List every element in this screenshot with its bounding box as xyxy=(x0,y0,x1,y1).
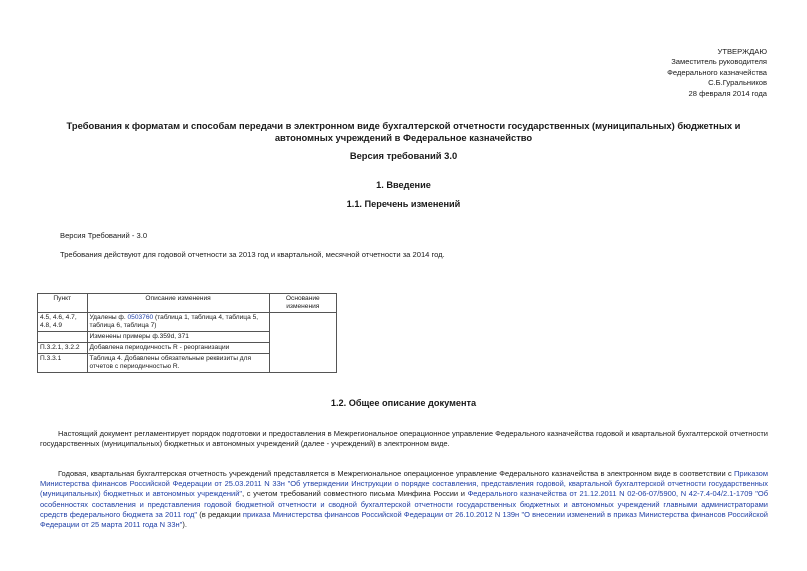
paragraph-general: Настоящий документ регламентирует порядок подготовки и предоставления в Межрегиональное операционное управление Федерального казначейства годовой и квартальной бухгалтерской отчетности государственных (муниципальных) бюджетных и автономных учреждений (далее - учреждений) в электронном виде. xyxy=(40,429,768,449)
cell-point xyxy=(38,332,88,343)
cell-description: Добавлена периодичность R - реорганизации xyxy=(87,343,269,354)
changes-table xyxy=(37,293,337,373)
cell-description: Изменены примеры ф.359d, 371 xyxy=(87,332,269,343)
order-33n-link[interactable]: Приказом Министерства финансов Российской Федерации от 25.03.2011 N 33н "Об утверждении Инструкции о порядке составления, представления годовой, квартальной бухгалтерской отчетности государственных (муниципальных) бюджетных и автономных учреждений" xyxy=(40,469,768,499)
column-header-basis: Основание изменения xyxy=(269,294,336,313)
section-heading-general: 1.2. Общее описание документа xyxy=(330,398,477,408)
requirements-text: Требования действуют для годовой отчетности за 2013 год и квартальной, месячной отчетности за 2014 год. xyxy=(60,250,445,259)
document-title: Требования к форматам и способам передачи в электронном виде бухгалтерской отчетности государственных (муниципальных) бюджетных и автономных учреждений в Федеральное казначейство xyxy=(66,120,741,143)
approval-block xyxy=(667,47,767,99)
section-heading-changes: 1.1. Перечень изменений xyxy=(346,199,461,209)
cell-description: Удалены ф. 0503760 (таблица 1, таблица 4, таблица 5, таблица 6, таблица 7) xyxy=(87,313,269,332)
approver-name: С.Б.Гуральников xyxy=(708,78,767,88)
cell-point: П.3.3.1 xyxy=(38,354,88,373)
form-link[interactable]: 0503760 xyxy=(127,314,154,321)
column-header-point: Пункт xyxy=(38,294,88,313)
treasury-letter-link[interactable]: Федерального казначейства от 21.12.2011 N 02-06-07/5900, N 42-7.4-04/2.1-1709 "Об особенностях составления и представления годовой бюджетной отчетности и сводной бухгалтерской отчетности государственных бюджетных и автономных учреждений главными администраторами средств федерального бюджета за 2011 год" xyxy=(40,489,769,519)
cell-description: Таблица 4. Добавлены обязательные реквизиты для отчетов с периодичностью R. xyxy=(87,354,269,373)
approver-position: Заместитель руководителя xyxy=(671,57,767,67)
column-header-description: Описание изменения xyxy=(87,294,269,313)
version-heading: Версия требований 3.0 xyxy=(349,150,458,161)
approver-organization: Федерального казначейства xyxy=(667,67,767,77)
order-139n-link[interactable]: приказа Министерства финансов Российской Федерации от 26.10.2012 N 139н "О внесении изменений в приказ Министерства финансов Российской Федерации от 25 марта 2011 года N 33н" xyxy=(40,509,768,530)
table-header-row xyxy=(38,294,337,313)
cell-basis xyxy=(269,313,336,373)
approval-date: 28 февраля 2014 года xyxy=(688,88,767,98)
table-row xyxy=(38,313,337,332)
cell-point: 4.5, 4.6, 4.7, 4.8, 4.9 xyxy=(38,313,88,332)
paragraph-legal-basis: Годовая, квартальная бухгалтерская отчетность учреждений представляется в Межрегиональное операционное управление Федерального казначейства в электронном виде в соответствии с Приказом Министерства финансов Российской Федерации от 25.03.2011 N 33н "Об утверждении Инструкции о порядке составления, представления годовой, квартальной бухгалтерской отчетности государственных (муниципальных) бюджетных и автономных учреждений", с учетом требований совместного письма Минфина России и Федерального казначейства от 21.12.2011 N 02-06-07/5900, N 42-7.4-04/2.1-1709 "Об особенностях составления и представления годовой бюджетной отчетности и сводной бухгалтерской отчетности государственных бюджетных и автономных учреждений главными администраторами средств федерального бюджета за 2011 год" (в редакции приказа Министерства финансов Российской Федерации от 26.10.2012 N 139н "О внесении изменений в приказ Министерства финансов Российской Федерации от 25 марта 2011 года N 33н"). xyxy=(40,469,769,530)
cell-point: П.3.2.1, 3.2.2 xyxy=(38,343,88,354)
section-heading-introduction: 1. Введение xyxy=(376,180,431,190)
approval-label: УТВЕРЖДАЮ xyxy=(717,47,767,56)
version-text: Версия Требований - 3.0 xyxy=(60,231,148,240)
